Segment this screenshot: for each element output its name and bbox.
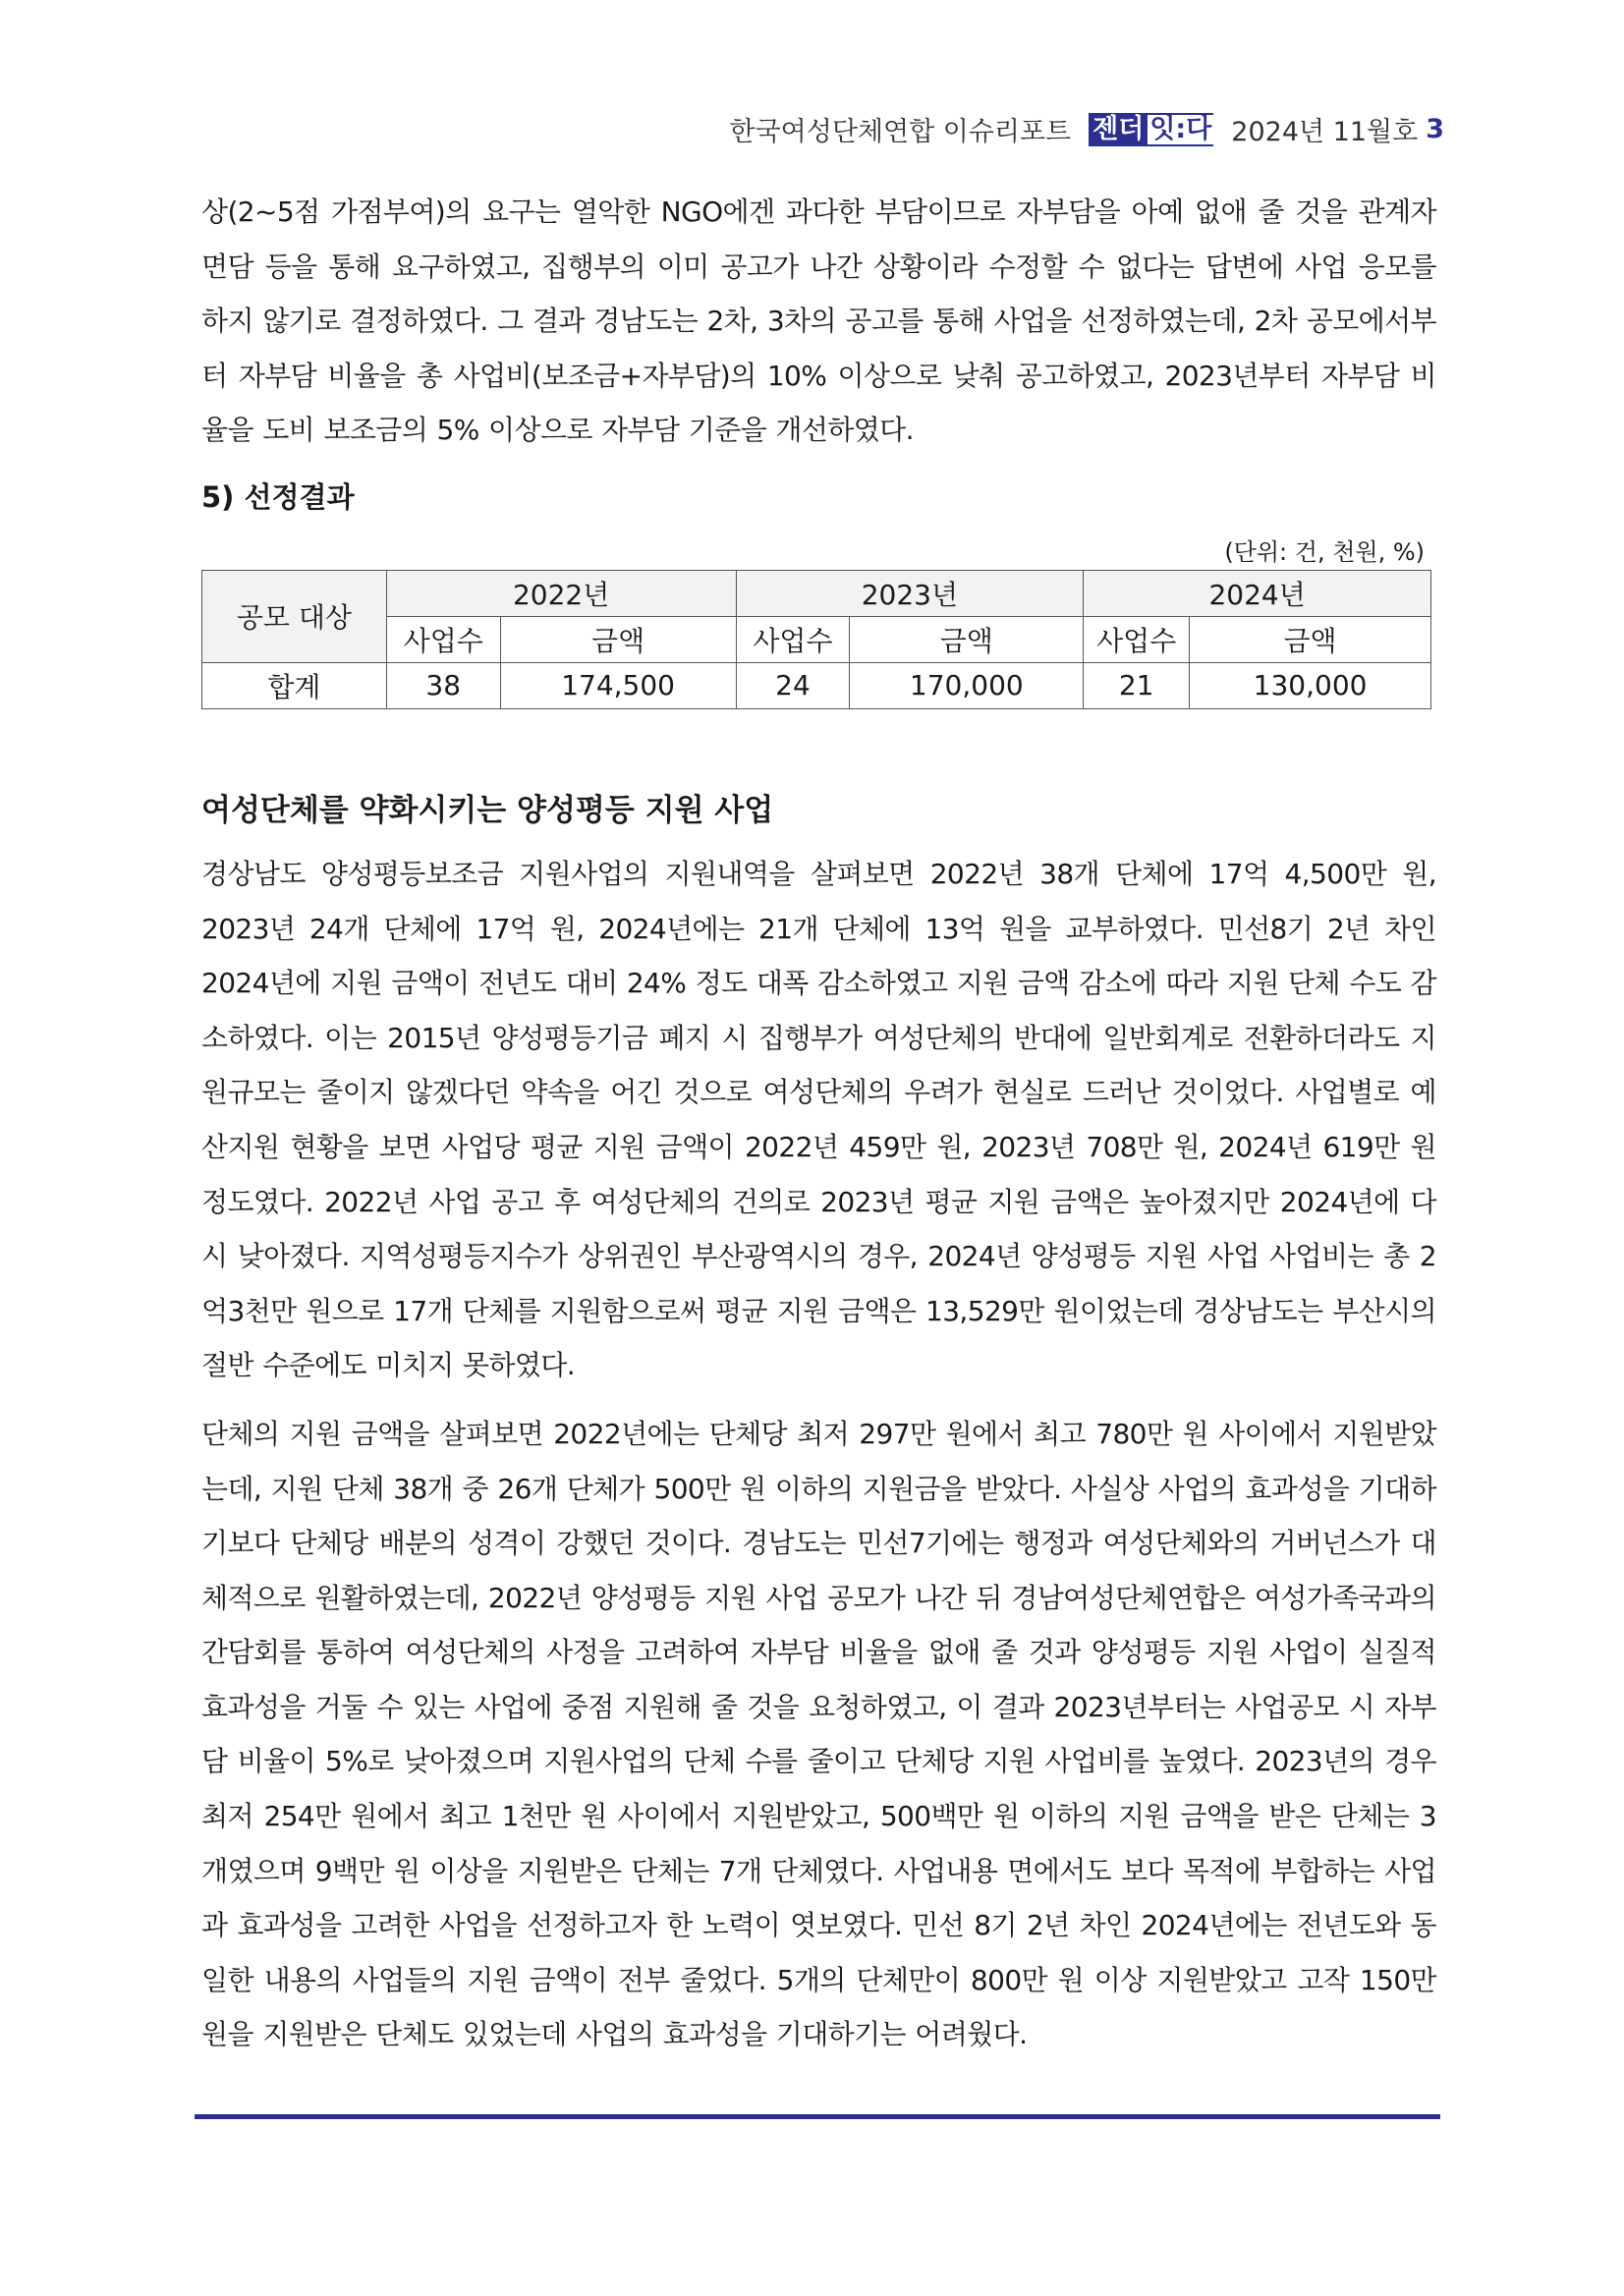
selection-heading: 5) 선정결과 (201, 479, 355, 514)
total-count-2024: 21 (1084, 662, 1190, 708)
total-amount-2022: 174,500 (500, 662, 736, 708)
year-header-2023: 2023년 (736, 570, 1084, 616)
report-series-title: 한국여성단체연합 이슈리포트 (729, 117, 1072, 147)
brand-logo-part1: 젠더 (1089, 113, 1148, 146)
year-header-2024: 2024년 (1084, 570, 1431, 616)
selection-result-table (201, 570, 1431, 709)
amount-header: 금액 (850, 616, 1084, 662)
section-title: 여성단체를 약화시키는 양성평등 지원 사업 (201, 792, 774, 828)
table-subheader-row (202, 616, 1431, 662)
page-number: 3 (1426, 114, 1444, 144)
body-paragraph-2: 단체의 지원 금액을 살펴보면 2022년에는 단체당 최저 297만 원에서 최고 780만 원 사이에서 지원받았는데, 지원 단체 38개 중 26개 단체가 500만 원 이하의 지원금을 받았다. 사실상 사업의 효과성을 기대하기보다 단체당 배분의 성격이 강했던 것이다. 경남도는 민선7기에는 행정과 여성단체와의 거버넌스가 대체적으로 원활하였는데, 2022년 양성평등 지원 사업 공모가 나간 뒤 경남여성단체연합은 여성가족국과의 간담회를 통하여 여성단체의 사정을 고려하여 자부담 비율을 없애 줄 것과 양성평등 지원 사업이 실질적 효과성을 거둘 수 있는 사업에 중점 지원해 줄 것을 요청하였고, 이 결과 2023년부터는 사업공모 시 자부담 비율이 5%로 낮아졌으며 지원사업의 단체 수를 줄이고 단체당 지원 사업비를 높였다. 2023년의 경우 최저 254만 원에서 최고 1천만 원 사이에서 지원받았고, 500백만 원 이하의 지원 금액을 받은 단체는 3개였으며 9백만 원 이상을 지원받은 단체는 7개 단체였다. 사업내용 면에서도 보다 목적에 부합하는 사업과 효과성을 고려한 사업을 선정하고자 한 노력이 엿보였다. 민선 8기 2년 차인 2024년에는 전년도와 동일한 내용의 사업들의 지원 금액이 전부 줄었다. 5개의 단체만이 800만 원 이상 지원받았고 고작 150만원을 지원받은 단체도 있었는데 사업의 효과성을 기대하기는 어려웠다. (201, 1417, 1436, 2051)
row-header-cell: 공모 대상 (202, 570, 387, 662)
amount-header: 금액 (1190, 616, 1431, 662)
total-label-cell: 합계 (202, 662, 387, 708)
total-count-2022: 38 (386, 662, 500, 708)
table-header-row (202, 570, 1431, 616)
count-header: 사업수 (736, 616, 850, 662)
count-header: 사업수 (386, 616, 500, 662)
body-paragraph-1: 경상남도 양성평등보조금 지원사업의 지원내역을 살펴보면 2022년 38개 단체에 17억 4,500만 원, 2023년 24개 단체에 17억 원, 2024년에는 21개 단체에 13억 원을 교부하였다. 민선8기 2년 차인 2024년에 지원 금액이 전년도 대비 24% 정도 대폭 감소하였고 지원 금액 감소에 따라 지원 단체 수도 감소하였다. 이는 2015년 양성평등기금 폐지 시 집행부가 여성단체의 반대에 일반회계로 전환하더라도 지원규모는 줄이지 않겠다던 약속을 어긴 것으로 여성단체의 우려가 현실로 드러난 것이었다. 사업별로 예산지원 현황을 보면 사업당 평균 지원 금액이 2022년 459만 원, 2023년 708만 원, 2024년 619만 원 정도였다. 2022년 사업 공고 후 여성단체의 건의로 2023년 평균 지원 금액은 높아졌지만 2024년에 다시 낮아졌다. 지역성평등지수가 상위권인 부산광역시의 경우, 2024년 양성평등 지원 사업 사업비는 총 2억3천만 원으로 17개 단체를 지원함으로써 평균 지원 금액은 13,529만 원이었는데 경상남도는 부산시의 절반 수준에도 미치지 못하였다. (201, 857, 1436, 1382)
brand-logo (1089, 113, 1213, 146)
total-amount-2024: 130,000 (1190, 662, 1431, 708)
brand-logo-part2: 잇:다 (1149, 113, 1212, 144)
count-header: 사업수 (1084, 616, 1190, 662)
table-unit-note: (단위: 건, 천원, %) (1224, 537, 1425, 566)
page-content (201, 185, 1436, 2062)
intro-paragraph: 상(2~5점 가점부여)의 요구는 열악한 NGO에겐 과다한 부담이므로 자부담을 아예 없애 줄 것을 관계자 면담 등을 통해 요구하였고, 집행부의 이미 공고가 나간 상황이라 수정할 수 없다는 답변에 사업 응모를 하지 않기로 결정하였다. 그 결과 경남도는 2차, 3차의 공고를 통해 사업을 선정하였는데, 2차 공모에서부터 자부담 비율을 총 사업비(보조금+자부담)의 10% 이상으로 낮춰 공고하였고, 2023년부터 자부담 비율을 도비 보조금의 5% 이상으로 자부담 기준을 개선하였다. (201, 196, 1436, 447)
amount-header: 금액 (500, 616, 736, 662)
footer-divider (195, 2114, 1440, 2119)
issue-date: 2024년 11월호 (1231, 117, 1419, 147)
total-amount-2023: 170,000 (850, 662, 1084, 708)
total-count-2023: 24 (736, 662, 850, 708)
page-header (730, 110, 1445, 148)
table-total-row (202, 662, 1431, 708)
year-header-2022: 2022년 (386, 570, 736, 616)
